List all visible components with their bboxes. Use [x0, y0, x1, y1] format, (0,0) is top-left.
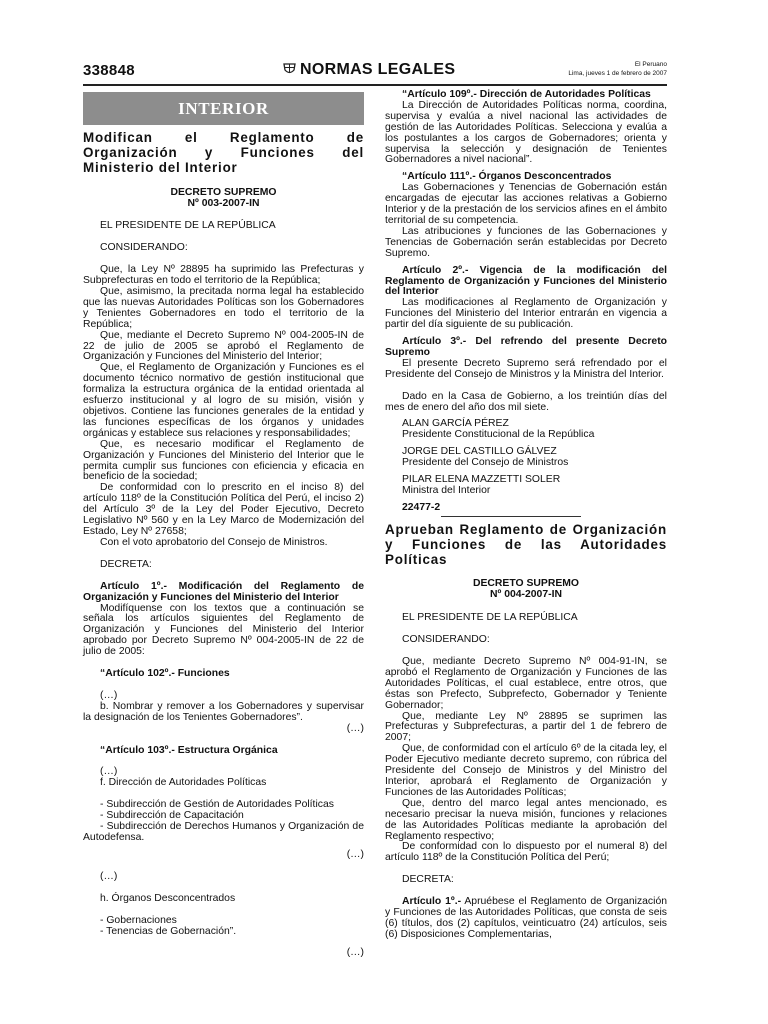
article-111-title: “Artículo 111º.- Órganos Desconcentrados: [402, 171, 612, 183]
decree-heading: [83, 188, 364, 210]
article-109-title: “Artículo 109º.- Dirección de Autoridades Políticas: [402, 89, 651, 100]
norm-title: Modifican el Reglamento de Organización y Funciones del Ministerio del Interior: [83, 130, 364, 176]
issue-date: Lima, jueves 1 de febrero de 2007: [568, 70, 667, 77]
decree-heading: [385, 579, 667, 601]
ellipsis: (…): [100, 766, 118, 778]
list-item: - Tenencias de Gobernación”.: [100, 925, 237, 937]
article-1-label: Artículo 1º.-: [402, 896, 462, 908]
recital: Que, dentro del marco legal antes mencionado, es necesario precisar la nueva misión, funciones y relaciones de las Autoridades Políticas mediante la aprobación del Reglamento respectivo;: [385, 797, 667, 842]
list-item: - Subdirección de Capacitación: [100, 810, 244, 822]
article-103-item-f: f. Dirección de Autoridades Políticas: [100, 777, 267, 789]
article-103-title: “Artículo 103º.- Estructura Orgánica: [100, 744, 278, 756]
list-item: - Subdirección de Derechos Humanos y Organización de Autodefensa.: [83, 821, 364, 844]
president-line: EL PRESIDENTE DE LA REPÚBLICA: [402, 612, 578, 624]
signing-place-date: Dado en la Casa de Gobierno, a los treintiún días del mes de enero del año dos mil siete.: [385, 390, 667, 413]
right-column: [385, 90, 667, 941]
decreta-heading: DECRETA:: [100, 558, 152, 570]
article-1-body: Apruébese el Reglamento de Organización y Funciones de las Autoridades Políticas, que consta de seis (6) títulos, dos (2) capítulos, veinticuatro (24) artículos, seis (6) Disposiciones Complementarias,: [385, 896, 667, 940]
signatory-name: PILAR ELENA MAZZETTI SOLER: [402, 474, 561, 486]
recital: De conformidad con lo prescrito en el inciso 8) del artículo 118º de la Constitución Política del Perú, el inciso 2) del Artículo 3º de la Ley del Poder Ejecutivo, Decreto Legislativo Nº 560 y en la Ley Marco de Modernización del Estado, Ley Nº 27658;: [83, 482, 364, 537]
coat-of-arms-icon: [283, 62, 296, 75]
article-103-item-h: h. Órganos Desconcentrados: [100, 892, 236, 904]
signatory-name: ALAN GARCÍA PÉREZ: [402, 418, 509, 430]
article-3-body: El presente Decreto Supremo será refrendado por el Presidente del Consejo de Ministros y la Ministra del Interior.: [385, 357, 667, 380]
ellipsis: (…): [100, 870, 118, 882]
signatory-name: JORGE DEL CASTILLO GÁLVEZ: [402, 446, 557, 458]
ellipsis: (…): [346, 947, 364, 959]
article-1-body: Modifíquense con los textos que a continuación se señala los artículos siguientes del Reglamento de Organización y Funciones del Ministerio del Interior aprobado por Decreto Supremo Nº 004-2005-IN de 22 de julio de 2005:: [83, 602, 364, 658]
decreta-heading: DECRETA:: [402, 874, 454, 886]
signatory-role: Presidente Constitucional de la República: [402, 429, 595, 441]
article-3-title: Artículo 3º.- Del refrendo del presente Decreto Supremo: [385, 336, 667, 358]
decree-type: DECRETO SUPREMO: [170, 186, 277, 198]
page-number: 338848: [83, 62, 135, 79]
recital: Que, es necesario modificar el Reglamento de Organización y Funciones del Ministerio del Interior que le permita cumplir sus funciones con eficiencia y eficacia en beneficio de la sociedad;: [83, 438, 364, 483]
article-1-title: Artículo 1º.- Modificación del Reglamento de Organización y Funciones del Ministerio del Interior: [83, 580, 364, 603]
section-banner: INTERIOR: [83, 92, 364, 125]
recital: Que, el Reglamento de Organización y Funciones es el documento técnico normativo de gestión institucional que formaliza la estructura orgánica de la entidad orientada al esfuerzo institucional y al logro de su misión, visión y objetivos. Contiene las funciones generales de la entidad y las funciones específicas de los órganos y unidades orgánicas y establece sus relaciones y responsabilidades;: [83, 362, 364, 439]
ellipsis: (…): [346, 722, 364, 734]
article-102-title: “Artículo 102º.- Funciones: [100, 668, 230, 680]
decree-number: Nº 004-2007-IN: [490, 589, 562, 601]
article-102-item-b: b. Nombrar y remover a los Gobernadores y supervisar la designación de los Tenientes Gobernadores”.: [83, 700, 364, 723]
president-line: EL PRESIDENTE DE LA REPÚBLICA: [100, 220, 276, 232]
recital: Con el voto aprobatorio del Consejo de Ministros.: [100, 536, 328, 548]
publication-name: NORMAS LEGALES: [300, 61, 456, 78]
newspaper-name: El Peruano: [634, 61, 667, 68]
recital: Que, la Ley Nº 28895 ha suprimido las Prefecturas y Subprefecturas en todo el territorio de la República;: [83, 264, 364, 287]
decree-number: Nº 003-2007-IN: [187, 197, 260, 209]
ellipsis: (…): [100, 689, 118, 701]
reference-number: 22477-2: [402, 501, 441, 513]
recital: Que, de conformidad con el artículo 6º de la citada ley, el Poder Ejecutivo mediante decreto supremo, con rúbrica del Presidente del Consejo de Ministros y del Ministro del Interior, aprobará el Reglamento de Organización y Funciones de las Autoridades Políticas;: [385, 743, 667, 798]
recital: Que, mediante Decreto Supremo Nº 004-91-IN, se aprobó el Reglamento de Organización y Funciones de las Autoridades Políticas, el cual establece, entre otros, que éstas son Prefecto, Subprefecto, Gobernador y Teniente Gobernador;: [385, 656, 667, 711]
considerando-heading: CONSIDERANDO:: [402, 634, 490, 646]
left-column: [83, 90, 364, 959]
page-header: [83, 62, 667, 86]
list-item: - Subdirección de Gestión de Autoridades Políticas: [100, 799, 334, 811]
section-divider: [441, 516, 581, 517]
recital: Que, mediante el Decreto Supremo Nº 004-2005-IN de 22 de julio de 2005 se aprobó el Reglamento de Organización y Funciones del Ministerio del Interior;: [83, 329, 364, 363]
norm-title: Aprueban Reglamento de Organización y Funciones de las Autoridades Políticas: [385, 521, 667, 568]
article-1-paragraph: [385, 897, 667, 941]
article-111-body: Las atribuciones y funciones de las Gobernaciones y Tenencias de Gobernación serán establecidas por Decreto Supremo.: [385, 225, 667, 259]
article-109-body: La Dirección de Autoridades Políticas norma, coordina, supervisa y evalúa a nivel nacional las actividades de gestión de las Autoridades Políticas. Selecciona y evalúa a los postulantes a los cargos de Gobernadores; orienta y supervisa la selección y designación de Tenientes Gobernadores a nivel nacional”.: [385, 99, 667, 166]
header-meta: [568, 60, 667, 78]
article-2-title: Artículo 2º.- Vigencia de la modificación del Reglamento de Organización y Funciones del Ministerio del Interior: [385, 264, 667, 298]
list-item: - Gobernaciones: [100, 914, 177, 926]
decree-type: DECRETO SUPREMO: [472, 578, 580, 590]
signatory-role: Ministra del Interior: [402, 485, 491, 496]
recital: Que, asimismo, la precitada norma legal ha establecido que las nuevas Autoridades Políticas son los Gobernadores y Tenientes Gobernadores en todo el territorio de la República;: [83, 286, 364, 330]
signatory-role: Presidente del Consejo de Ministros: [402, 457, 569, 469]
considerando-heading: CONSIDERANDO:: [100, 242, 188, 254]
ellipsis: (…): [346, 848, 364, 860]
recital: Que, mediante Ley Nº 28895 se suprimen las Prefecturas y Subprefecturas, a partir del 1 de febrero de 2007;: [385, 710, 667, 744]
recital: De conformidad con lo dispuesto por el numeral 8) del artículo 118º de la Constitución Política del Perú;: [385, 841, 667, 864]
publication-title: [283, 61, 455, 79]
article-111-body: Las Gobernaciones y Tenencias de Gobernación están encargadas de ejecutar las acciones relativas a Gobierno Interior y de la prestación de los servicios afines en el ámbito territorial de su competencia.: [385, 182, 667, 226]
article-2-body: Las modificaciones al Reglamento de Organización y Funciones del Ministerio del Interior entrarán en vigencia a partir del día siguiente de su publicación.: [385, 297, 667, 331]
